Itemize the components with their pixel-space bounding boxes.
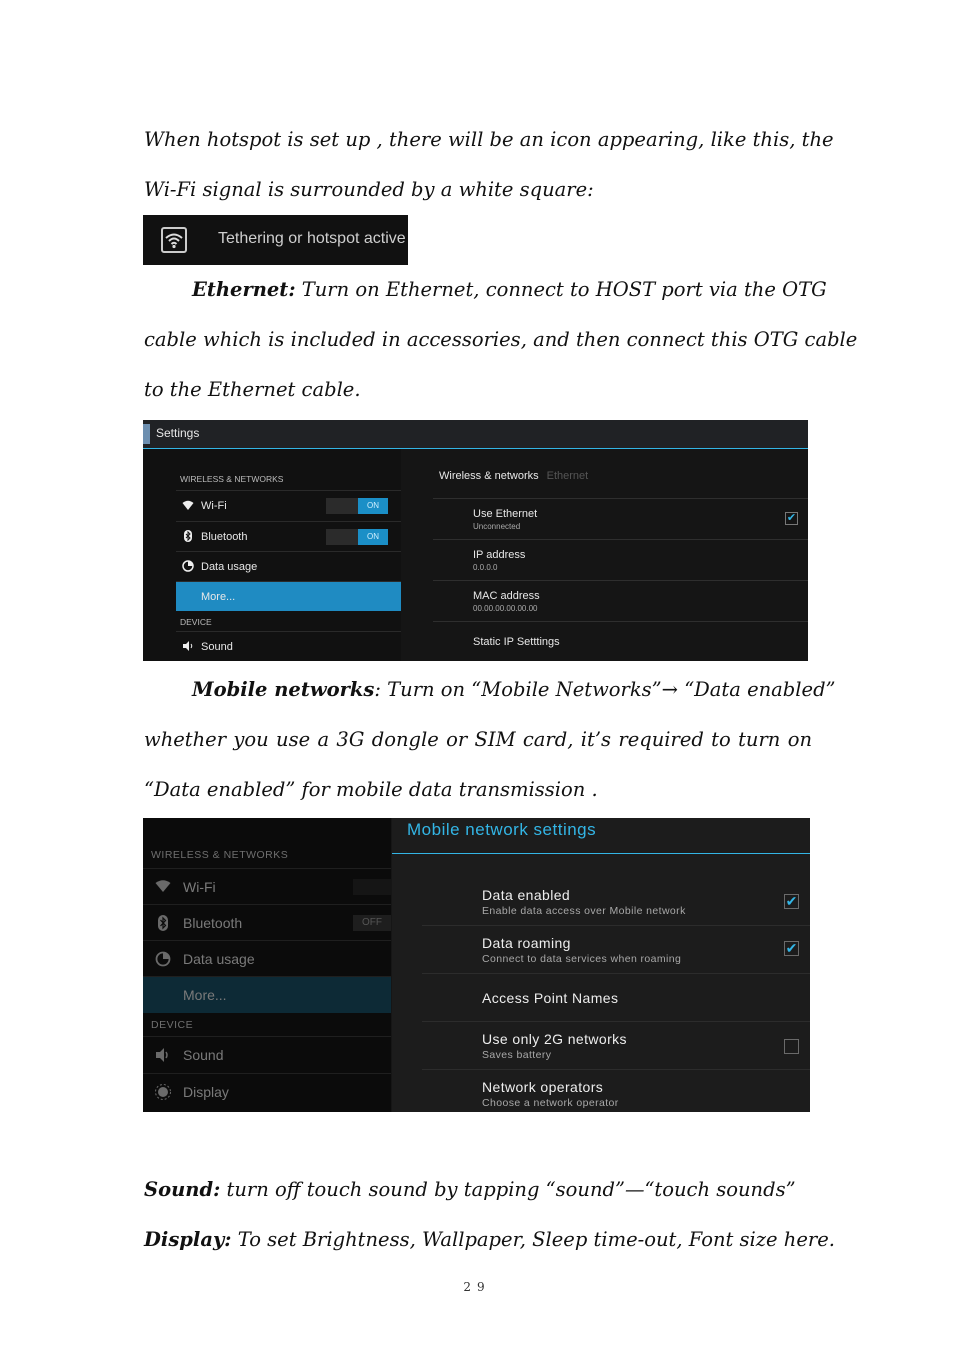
app-title: Settings bbox=[156, 426, 200, 440]
ethernet-line-3: to the Ethernet cable. bbox=[144, 378, 361, 401]
ip-address-row[interactable] bbox=[433, 539, 808, 580]
sidebar-item-label: More... bbox=[201, 591, 236, 603]
sidebar-item-label: Data usage bbox=[201, 561, 258, 573]
display-icon bbox=[155, 1084, 171, 1100]
use-only-2g-row[interactable] bbox=[422, 1021, 810, 1069]
data-usage-icon bbox=[155, 951, 171, 967]
ethernet-line-1: Turn on Ethernet, connect to HOST port via the OTG bbox=[295, 278, 827, 301]
sidebar-item-label: Bluetooth bbox=[201, 531, 248, 543]
ethernet-paragraph bbox=[144, 265, 858, 415]
panel-title: Mobile network settings bbox=[407, 820, 597, 839]
mobile-networks-paragraph bbox=[144, 665, 836, 815]
sidebar-item-bluetooth[interactable] bbox=[176, 521, 401, 552]
settings-app-icon bbox=[143, 424, 150, 444]
static-ip-row[interactable] bbox=[433, 621, 808, 661]
sound-text: turn off touch sound by tapping “sound”—“touch sounds” bbox=[220, 1178, 796, 1201]
data-usage-icon bbox=[182, 560, 194, 572]
row-subtitle: Saves battery bbox=[482, 1049, 552, 1061]
section-wireless-networks: WIRELESS & NETWORKS bbox=[151, 849, 289, 861]
mobile-settings-panel bbox=[392, 818, 810, 1112]
mobile-network-settings-screenshot bbox=[143, 818, 810, 1112]
bluetooth-toggle[interactable] bbox=[326, 529, 388, 545]
bluetooth-icon bbox=[155, 915, 171, 931]
row-title: Data roaming bbox=[482, 935, 571, 951]
sidebar-item-data-usage[interactable] bbox=[176, 551, 401, 582]
wifi-icon bbox=[155, 879, 171, 895]
mac-address-row[interactable] bbox=[433, 580, 808, 621]
speaker-icon bbox=[155, 1047, 171, 1063]
sidebar-item-label: Sound bbox=[183, 1047, 224, 1063]
row-title: Use Ethernet bbox=[473, 508, 538, 520]
mobile-line-3: “Data enabled” for mobile data transmission . bbox=[144, 778, 598, 801]
breadcrumb bbox=[439, 470, 588, 482]
sidebar-item-label: More... bbox=[183, 987, 227, 1003]
row-title: Use only 2G networks bbox=[482, 1031, 627, 1047]
ethernet-settings-screenshot bbox=[143, 420, 808, 661]
row-subtitle: Connect to data services when roaming bbox=[482, 953, 682, 965]
sidebar-item-more[interactable] bbox=[143, 976, 391, 1013]
row-title: Data enabled bbox=[482, 887, 571, 903]
intro-line-2: Wi-Fi signal is surrounded by a white square: bbox=[144, 178, 594, 201]
sound-display-paragraph bbox=[144, 1165, 835, 1265]
row-title: Access Point Names bbox=[482, 990, 619, 1006]
row-subtitle: Unconnected bbox=[473, 522, 521, 531]
sidebar-item-label: Wi-Fi bbox=[183, 879, 216, 895]
row-subtitle: 0.0.0.0 bbox=[473, 563, 498, 572]
ethernet-panel bbox=[401, 449, 808, 661]
wifi-icon bbox=[161, 227, 187, 253]
sidebar-item-label: Sound bbox=[201, 641, 233, 653]
data-enabled-row[interactable] bbox=[422, 879, 810, 926]
data-enabled-checkbox[interactable]: ✔ bbox=[785, 893, 798, 909]
data-roaming-checkbox[interactable]: ✔ bbox=[785, 940, 798, 956]
tethering-text: Tethering or hotspot active bbox=[218, 230, 406, 247]
row-subtitle: Choose a network operator bbox=[482, 1097, 619, 1109]
toggle-label: ON bbox=[358, 529, 388, 545]
intro-paragraph bbox=[144, 115, 834, 215]
settings-sidebar bbox=[143, 449, 401, 661]
mobile-line-1: : Turn on “Mobile Networks”→ “Data enabled” bbox=[374, 678, 836, 701]
wifi-toggle[interactable] bbox=[326, 498, 388, 514]
sidebar-item-label: Bluetooth bbox=[183, 915, 243, 931]
breadcrumb-current: Ethernet bbox=[546, 470, 589, 482]
sidebar-item-wifi[interactable] bbox=[143, 868, 391, 905]
mobile-heading: Mobile networks bbox=[192, 678, 375, 701]
mobile-line-2: whether you use a 3G dongle or SIM card, it’s required to turn on bbox=[144, 728, 812, 751]
display-text: To set Brightness, Wallpaper, Sleep time-out, Font size here. bbox=[231, 1228, 835, 1251]
sidebar-item-bluetooth[interactable] bbox=[143, 904, 391, 941]
use-ethernet-checkbox[interactable]: ✔ bbox=[786, 512, 797, 524]
speaker-icon bbox=[182, 640, 194, 652]
section-device: DEVICE bbox=[180, 617, 212, 627]
sidebar-item-label: Data usage bbox=[183, 951, 255, 967]
settings-sidebar bbox=[143, 818, 391, 1112]
row-title: Network operators bbox=[482, 1079, 604, 1095]
sidebar-item-sound[interactable] bbox=[176, 631, 401, 661]
row-subtitle: 00.00.00.00.00.00 bbox=[473, 604, 538, 613]
sidebar-item-wifi[interactable] bbox=[176, 490, 401, 521]
row-title: Static IP Setttings bbox=[473, 636, 560, 648]
tethering-notification bbox=[143, 215, 408, 265]
sound-heading: Sound: bbox=[144, 1178, 221, 1201]
use-ethernet-row[interactable] bbox=[433, 498, 808, 539]
row-title: IP address bbox=[473, 549, 526, 561]
bluetooth-icon bbox=[182, 530, 194, 542]
page-number: 29 bbox=[463, 1280, 491, 1294]
wifi-toggle[interactable] bbox=[353, 879, 391, 895]
section-device: DEVICE bbox=[151, 1019, 194, 1031]
bluetooth-toggle[interactable]: OFF bbox=[353, 915, 391, 931]
sidebar-item-label: Display bbox=[183, 1084, 229, 1100]
use-only-2g-checkbox[interactable] bbox=[784, 1039, 799, 1054]
intro-line-1: When hotspot is set up , there will be an icon appearing, like this, the bbox=[144, 128, 834, 151]
row-title: MAC address bbox=[473, 590, 540, 602]
section-wireless-networks: WIRELESS & NETWORKS bbox=[180, 474, 284, 484]
row-subtitle: Enable data access over Mobile network bbox=[482, 905, 686, 917]
wifi-icon bbox=[182, 499, 194, 511]
sidebar-item-data-usage[interactable] bbox=[143, 940, 391, 977]
ethernet-heading: Ethernet: bbox=[192, 278, 296, 301]
toggle-label: ON bbox=[358, 498, 388, 514]
sidebar-item-label: Wi-Fi bbox=[201, 500, 227, 512]
access-point-names-row[interactable] bbox=[422, 973, 810, 1021]
sidebar-item-display[interactable] bbox=[143, 1073, 391, 1110]
sidebar-item-sound[interactable] bbox=[143, 1036, 391, 1073]
display-heading: Display: bbox=[144, 1228, 232, 1251]
sidebar-item-more[interactable] bbox=[176, 581, 401, 611]
data-roaming-row[interactable] bbox=[422, 925, 810, 973]
network-operators-row[interactable] bbox=[422, 1069, 810, 1112]
ethernet-line-2: cable which is included in accessories, and then connect this OTG cable bbox=[144, 328, 858, 351]
action-bar bbox=[143, 420, 808, 449]
breadcrumb-parent[interactable]: Wireless & networks bbox=[439, 470, 539, 482]
title-divider bbox=[392, 853, 810, 854]
